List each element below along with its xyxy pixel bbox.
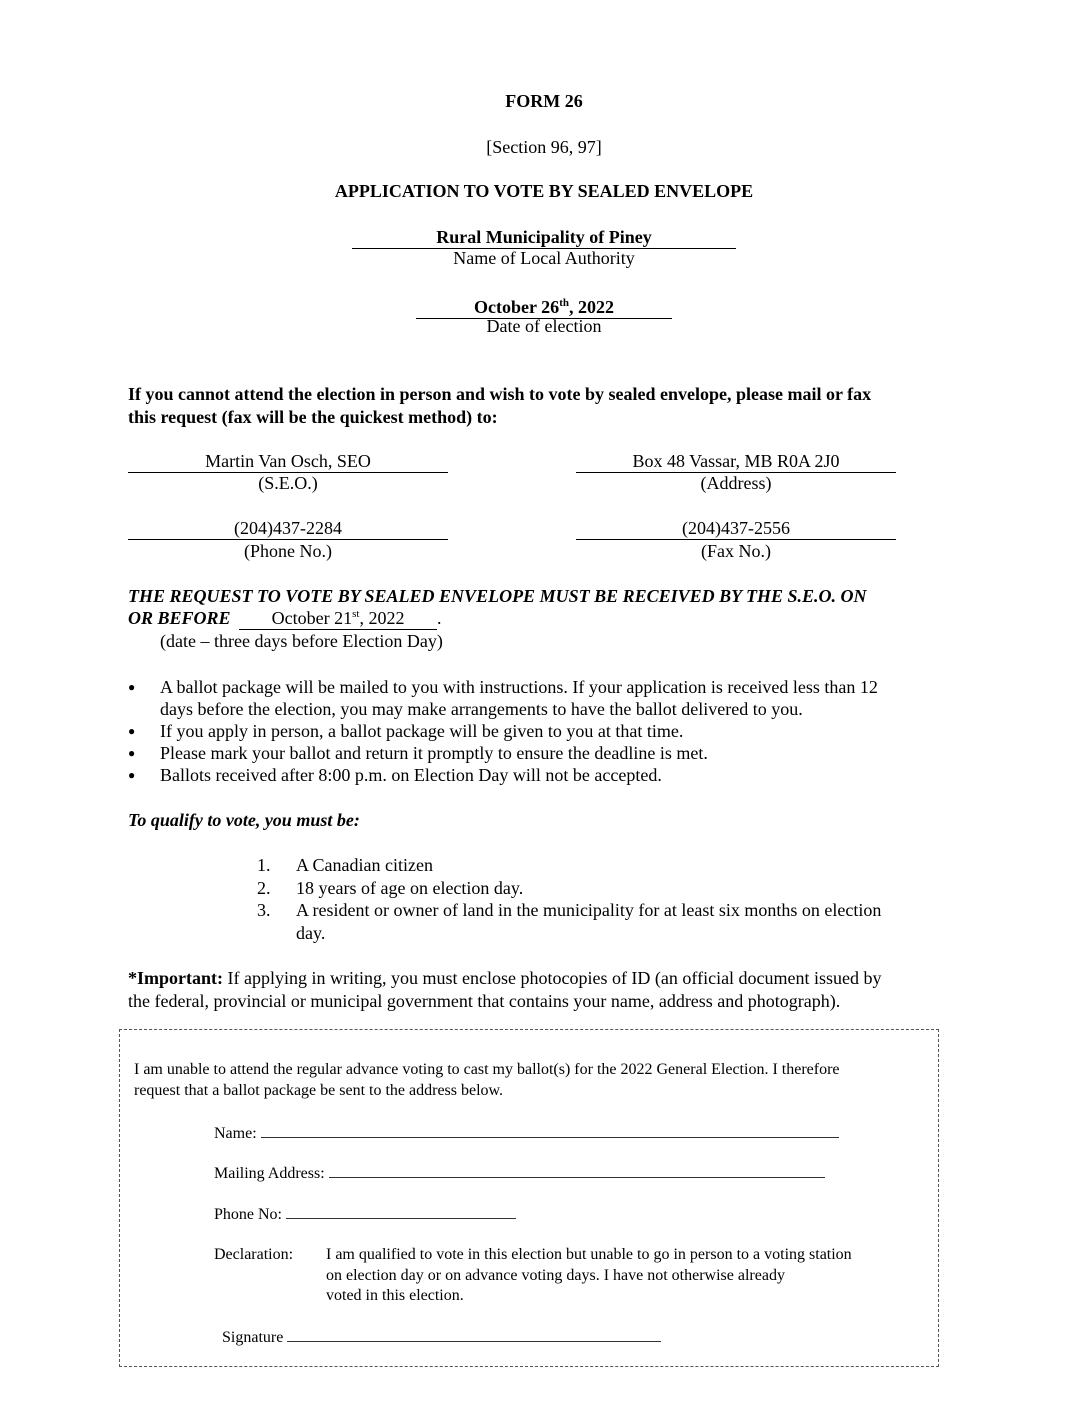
declaration-text-1: I am qualified to vote in this election but unable to go in person to a voting station bbox=[326, 1246, 852, 1263]
fax-field: (204)437-2556 bbox=[576, 517, 896, 540]
list-item: ● If you apply in person, a ballot package will be given to you at that time. bbox=[128, 721, 684, 741]
deadline-date bbox=[239, 608, 437, 630]
seo-label: (S.E.O.) bbox=[258, 473, 318, 493]
mailing-address-label: Mailing Address: bbox=[214, 1165, 325, 1182]
bullet-icon: ● bbox=[128, 724, 136, 738]
phone-field: (204)437-2284 bbox=[128, 517, 448, 540]
deadline-period: . bbox=[437, 608, 442, 628]
local-authority-value: Rural Municipality of Piney bbox=[352, 226, 736, 249]
form-statement-line-1: I am unable to attend the regular advance voting to cast my ballot(s) for the 2022 General Election. I therefore bbox=[134, 1061, 840, 1078]
deadline-note: (date – three days before Election Day) bbox=[160, 631, 443, 651]
bullet-icon: ● bbox=[128, 746, 136, 760]
list-item: 2. 18 years of age on election day. bbox=[257, 877, 524, 898]
form-title: APPLICATION TO VOTE BY SEALED ENVELOPE bbox=[334, 181, 754, 201]
deadline-prefix: OR BEFORE bbox=[128, 608, 231, 628]
declaration-text-3: voted in this election. bbox=[326, 1287, 464, 1304]
election-date-main: October 26 bbox=[474, 297, 560, 317]
intro-line-2: this request (fax will be the quickest method) to: bbox=[128, 407, 498, 427]
declaration-label: Declaration: bbox=[214, 1246, 294, 1263]
qualify-heading: To qualify to vote, you must be: bbox=[128, 810, 360, 830]
seo-name-field: Martin Van Osch, SEO bbox=[128, 450, 448, 473]
election-date-value bbox=[416, 292, 672, 319]
important-label: *Important: bbox=[128, 968, 223, 988]
signature-label: Signature bbox=[222, 1329, 284, 1346]
intro-line-1: If you cannot attend the election in person and wish to vote by sealed envelope, please mail or fax bbox=[128, 384, 872, 404]
deadline-date-year: , 2022 bbox=[359, 608, 405, 628]
name-input[interactable] bbox=[261, 1123, 839, 1138]
qualify-list bbox=[252, 854, 952, 944]
list-item: ● A ballot package will be mailed to you with instructions. If your application is received less than 12 days before the election, you may make arrangements to have the ballot delivered to you. bbox=[128, 677, 878, 719]
list-item: 3. A resident or owner of land in the municipality for at least six months on election day. bbox=[257, 900, 882, 943]
mailing-address-input[interactable] bbox=[329, 1163, 825, 1178]
address-field: Box 48 Vassar, MB R0A 2J0 bbox=[576, 450, 896, 473]
important-line-2: the federal, provincial or municipal government that contains your name, address and photograph). bbox=[128, 991, 841, 1011]
deadline-line-1: THE REQUEST TO VOTE BY SEALED ENVELOPE MUST BE RECEIVED BY THE S.E.O. ON bbox=[128, 586, 867, 606]
election-date-year: , 2022 bbox=[568, 297, 614, 317]
list-item: ● Please mark your ballot and return it promptly to ensure the deadline is met. bbox=[128, 743, 708, 763]
name-label: Name: bbox=[214, 1125, 257, 1142]
important-line-1: *Important: If applying in writing, you must enclose photocopies of ID (an official document issued by bbox=[128, 968, 882, 988]
address-label: (Address) bbox=[700, 473, 772, 493]
phone-row bbox=[214, 1204, 516, 1225]
declaration-text-2: on election day or on advance voting days. I have not otherwise already bbox=[326, 1267, 785, 1284]
phone-no-label: Phone No: bbox=[214, 1206, 282, 1223]
form-statement-line-2: request that a ballot package be sent to the address below. bbox=[134, 1082, 504, 1099]
phone-no-input[interactable] bbox=[286, 1204, 516, 1219]
section-reference: [Section 96, 97] bbox=[486, 137, 602, 157]
local-authority-label: Name of Local Authority bbox=[453, 248, 635, 268]
election-date-label: Date of election bbox=[486, 316, 602, 336]
bullet-icon: ● bbox=[128, 680, 136, 694]
phone-label: (Phone No.) bbox=[244, 541, 332, 561]
bullet-icon: ● bbox=[128, 768, 136, 782]
deadline-date-main: October 21 bbox=[271, 608, 353, 628]
signature-row bbox=[222, 1327, 661, 1348]
deadline-line-2 bbox=[128, 608, 442, 630]
mailing-address-row bbox=[214, 1163, 825, 1184]
name-row bbox=[214, 1123, 839, 1144]
application-form-box bbox=[119, 1029, 939, 1367]
instructions-list bbox=[128, 676, 958, 786]
form-number: FORM 26 bbox=[505, 91, 583, 111]
signature-input[interactable] bbox=[287, 1327, 661, 1342]
list-item: ● Ballots received after 8:00 p.m. on Election Day will not be accepted. bbox=[128, 765, 662, 785]
list-item: 1. A Canadian citizen bbox=[257, 855, 433, 875]
election-date-sup: th bbox=[559, 297, 569, 309]
deadline-date-sup: st bbox=[352, 608, 360, 620]
fax-label: (Fax No.) bbox=[701, 541, 771, 561]
